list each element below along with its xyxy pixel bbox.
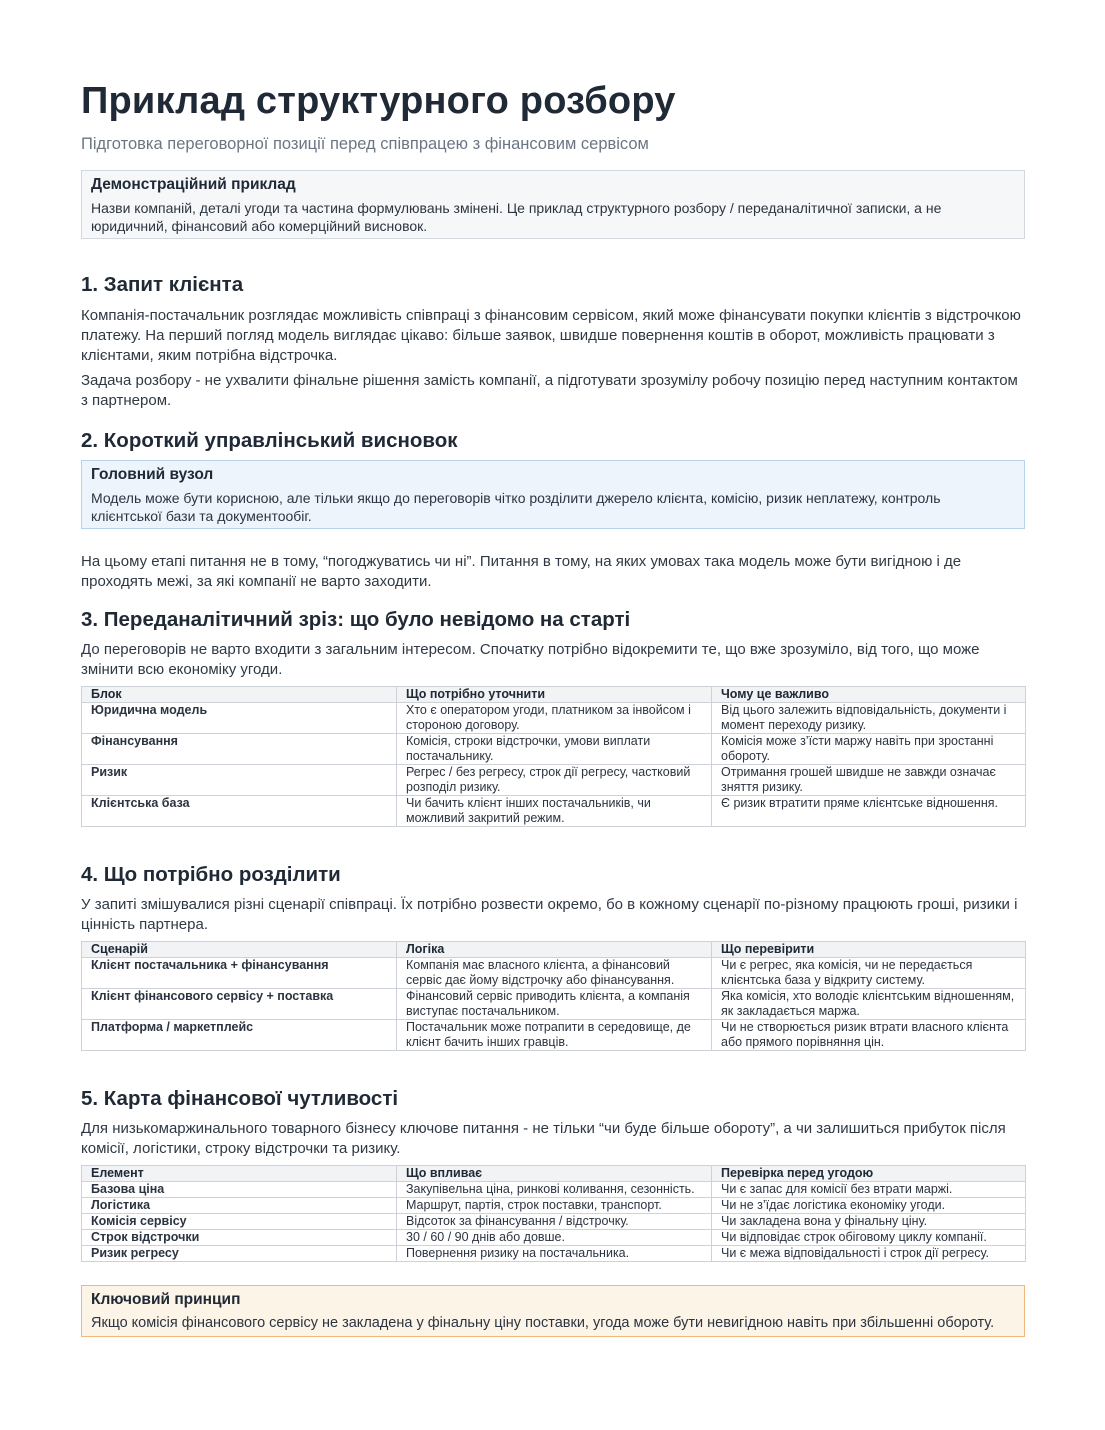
table-cell: Платформа / маркетплейс xyxy=(82,1020,397,1051)
table-header-cell: Що впливає xyxy=(397,1166,712,1182)
table-row xyxy=(82,1214,1026,1230)
main-node-callout xyxy=(81,460,1025,529)
table-row xyxy=(82,1198,1026,1214)
section-3-paragraph-1: До переговорів не варто входити з загальним інтересом. Спочатку потрібно відокремити те, що вже зрозуміло, від того, що може змінити всю економіку угоди. xyxy=(81,641,980,678)
table-cell: Юридична модель xyxy=(82,703,397,734)
section-2-paragraph-1: На цьому етапі питання не в тому, “погоджуватись чи ні”. Питання в тому, на яких умовах така модель може бути вигідною і де проходять межі, за які компанії не варто заходити. xyxy=(81,553,962,590)
table-row xyxy=(82,1246,1026,1262)
table-row xyxy=(82,958,1026,989)
table-cell: Ризик регресу xyxy=(82,1246,397,1262)
table-cell: Є ризик втратити пряме клієнтське відношення. xyxy=(712,796,1026,827)
table-row xyxy=(82,1230,1026,1246)
section-5-heading: 5. Карта фінансової чутливості xyxy=(81,1087,399,1110)
table-cell: Хто є оператором угоди, платником за інвойсом і стороною договору. xyxy=(397,703,712,734)
table-row xyxy=(82,765,1026,796)
table-cell: Фінансовий сервіс приводить клієнта, а компанія виступає постачальником. xyxy=(397,989,712,1020)
table-cell: Регрес / без регресу, строк дії регресу, частковий розподіл ризику. xyxy=(397,765,712,796)
table-cell: Постачальник може потрапити в середовище, де клієнт бачить інших гравців. xyxy=(397,1020,712,1051)
section-3-heading: 3. Переданалітичний зріз: що було невідомо на старті xyxy=(81,608,631,631)
table-cell: Чи є запас для комісії без втрати маржі. xyxy=(712,1182,1026,1198)
table-cell: Чи не з’їдає логістика економіку угоди. xyxy=(712,1198,1026,1214)
table-cell: Фінансування xyxy=(82,734,397,765)
table-row xyxy=(82,1182,1026,1198)
table-cell: Чи є межа відповідальності і строк дії регресу. xyxy=(712,1246,1026,1262)
table-cell: Ризик xyxy=(82,765,397,796)
section-1-heading: 1. Запит клієнта xyxy=(81,273,244,296)
table-cell: Отримання грошей швидше не завжди означає зняття ризику. xyxy=(712,765,1026,796)
section-2-heading: 2. Короткий управлінський висновок xyxy=(81,429,458,452)
table-cell: Комісія може з’їсти маржу навіть при зростанні обороту. xyxy=(712,734,1026,765)
page-subtitle: Підготовка переговорної позиції перед співпрацею з фінансовим сервісом xyxy=(81,135,649,153)
table-cell: Закупівельна ціна, ринкові коливання, сезонність. xyxy=(397,1182,712,1198)
table-header-cell: Чому це важливо xyxy=(712,687,1026,703)
table-header-row xyxy=(82,687,1026,703)
section-4-heading: 4. Що потрібно розділити xyxy=(81,863,341,886)
table-header-cell: Елемент xyxy=(82,1166,397,1182)
table-cell: Чи закладена вона у фінальну ціну. xyxy=(712,1214,1026,1230)
table-cell: Чи не створюється ризик втрати власного клієнта або прямого порівняння цін. xyxy=(712,1020,1026,1051)
table-cell: Логістика xyxy=(82,1198,397,1214)
section-5-paragraph-1: Для низькомаржинального товарного бізнесу ключове питання - не тільки “чи буде більше обороту”, а чи залишиться прибуток після комісії, логістики, строку відстрочки та ризику. xyxy=(81,1120,1006,1157)
table-header-cell: Що потрібно уточнити xyxy=(397,687,712,703)
table-cell: Чи бачить клієнт інших постачальників, чи можливий закритий режим. xyxy=(397,796,712,827)
table-cell: Базова ціна xyxy=(82,1182,397,1198)
table-cell: Відсоток за фінансування / відстрочку. xyxy=(397,1214,712,1230)
table-cell: Клієнт фінансового сервісу + поставка xyxy=(82,989,397,1020)
table-row xyxy=(82,734,1026,765)
table-cell: Чи є регрес, яка комісія, чи не передається клієнтська база у відкриту систему. xyxy=(712,958,1026,989)
scenarios-table xyxy=(81,941,1026,1051)
table-cell: Комісія сервісу xyxy=(82,1214,397,1230)
main-node-callout-body: Модель може бути корисною, але тільки якщо до переговорів чітко розділити джерело клієнта, комісію, ризик неплатежу, контроль клієнтської бази та документообіг. xyxy=(91,490,941,524)
key-principle-title: Ключовий принцип xyxy=(91,1291,241,1308)
main-node-callout-title: Головний вузол xyxy=(91,466,214,483)
table-cell: Комісія, строки відстрочки, умови виплати постачальнику. xyxy=(397,734,712,765)
table-row xyxy=(82,989,1026,1020)
page-title: Приклад структурного розбору xyxy=(81,80,676,122)
table-cell: Клієнтська база xyxy=(82,796,397,827)
table-cell: Від цього залежить відповідальність, документи і момент переходу ризику. xyxy=(712,703,1026,734)
table-row xyxy=(82,796,1026,827)
table-cell: Компанія має власного клієнта, а фінансовий сервіс дає йому відстрочку або фінансування. xyxy=(397,958,712,989)
table-row xyxy=(82,1020,1026,1051)
unknowns-table xyxy=(81,686,1026,827)
table-header-cell: Що перевірити xyxy=(712,942,1026,958)
table-cell: Клієнт постачальника + фінансування xyxy=(82,958,397,989)
table-header-row xyxy=(82,1166,1026,1182)
table-header-cell: Логіка xyxy=(397,942,712,958)
table-cell: 30 / 60 / 90 днів або довше. xyxy=(397,1230,712,1246)
demo-note-body: Назви компаній, деталі угоди та частина формулювань змінені. Це приклад структурного розбору / переданалітичної записки, а не юридичний, фінансовий або комерційний висновок. xyxy=(91,200,942,234)
table-header-cell: Блок xyxy=(82,687,397,703)
demo-note-title: Демонстраційний приклад xyxy=(91,176,296,193)
document xyxy=(81,78,1025,1337)
table-cell: Чи відповідає строк обіговому циклу компанії. xyxy=(712,1230,1026,1246)
demo-note xyxy=(81,170,1025,239)
sensitivity-table xyxy=(81,1165,1026,1262)
table-cell: Маршрут, партія, строк поставки, транспорт. xyxy=(397,1198,712,1214)
key-principle-body: Якщо комісія фінансового сервісу не закладена у фінальну ціну поставки, угода може бути невигідною навіть при збільшенні обороту. xyxy=(91,1315,995,1331)
section-4-paragraph-1: У запиті змішувалися різні сценарії співпраці. Їх потрібно розвести окремо, бо в кожному сценарії по-різному працюють гроші, ризики і цінність партнера. xyxy=(81,896,1018,933)
table-cell: Повернення ризику на постачальника. xyxy=(397,1246,712,1262)
section-1-paragraph-2: Задача розбору - не ухвалити фінальне рішення замість компанії, а підготувати зрозумілу робочу позицію перед наступним контактом з партнером. xyxy=(81,372,1018,409)
key-principle-callout xyxy=(81,1285,1025,1337)
table-cell: Яка комісія, хто володіє клієнтським відношенням, як закладається маржа. xyxy=(712,989,1026,1020)
table-row xyxy=(82,703,1026,734)
table-header-cell: Сценарій xyxy=(82,942,397,958)
table-header-cell: Перевірка перед угодою xyxy=(712,1166,1026,1182)
section-1-paragraph-1: Компанія-постачальник розглядає можливість співпраці з фінансовим сервісом, який може фінансувати покупки клієнтів з відстрочкою платежу. На перший погляд модель виглядає цікаво: більше заявок, швидше повернення коштів в оборот, можливість працювати з клієнтами, яким потрібна відстрочка. xyxy=(81,307,1021,364)
table-cell: Строк відстрочки xyxy=(82,1230,397,1246)
table-header-row xyxy=(82,942,1026,958)
